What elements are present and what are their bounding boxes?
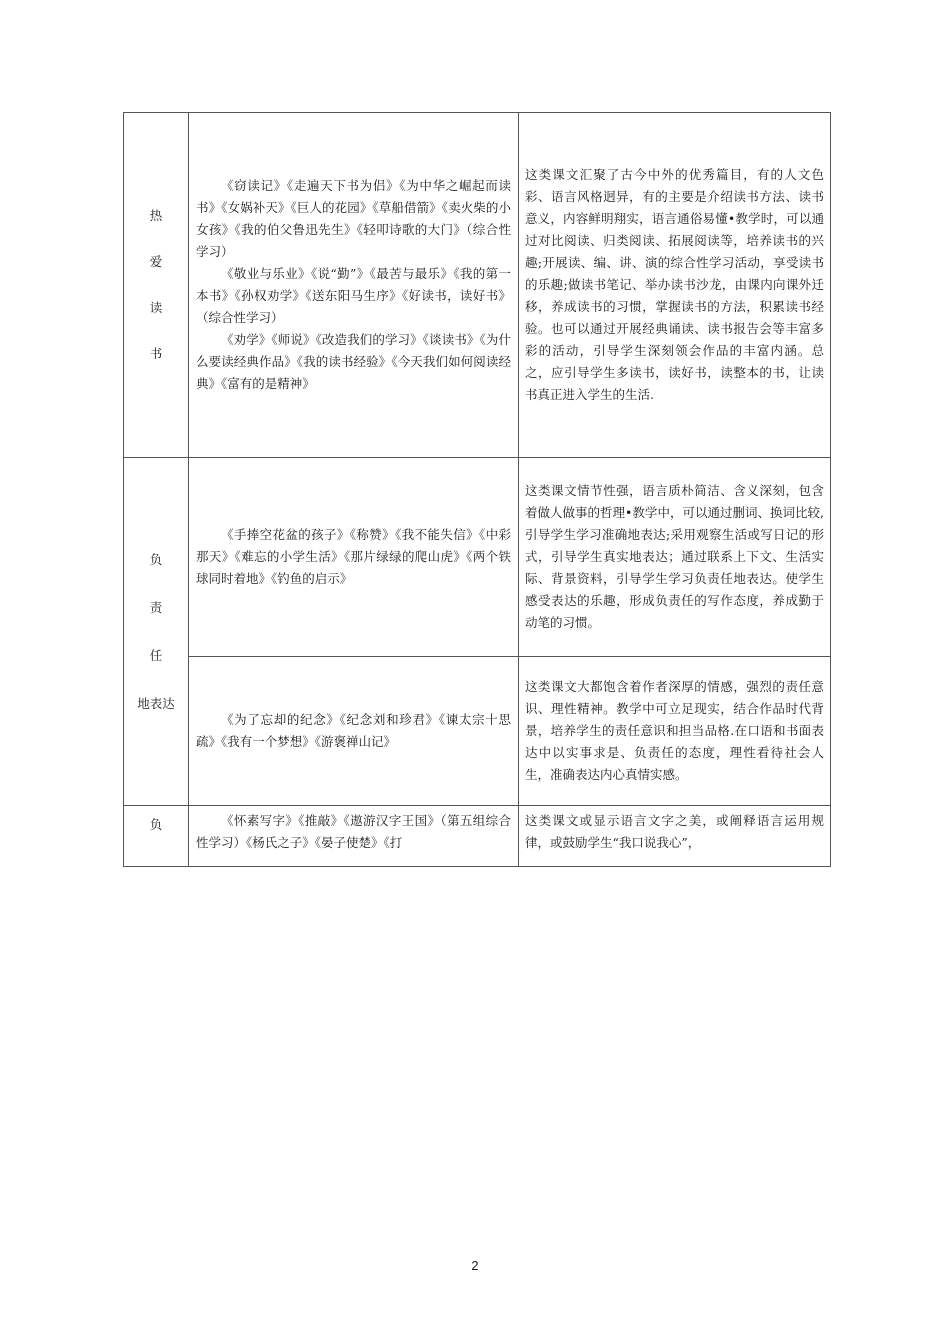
category-char: 读 [149,300,163,315]
category-char: 地表达 [137,695,175,711]
category-char: 书 [149,346,163,361]
category-char: 负 [149,817,163,832]
works-cell [189,458,519,657]
category-char: 任 [149,647,163,663]
works-list: 《怀素写字》《推敲》《遨游汉字王国》（第五组综合性学习）《杨氏之子》《晏子使楚》《打 [196,813,511,850]
description-text: 这类课文大都饱含着作者深厚的情感，强烈的责任意识、理性精神。教学中可立足现实，结合作品时代背景，培养学生的责任意识和担当品格.在口语和书面表达中以实事求是、负责任的态度，理性看待社会人生，准确表达内心真情实感。 [525,679,824,782]
table-row [124,806,831,867]
works-cell [189,657,519,806]
works-cell [189,806,519,867]
description-text: 这类课文情节性强，语言质朴简洁、含义深刻，包含着做人做事的哲理•教学中，可以通过删词、换词比较,引导学生学习准确地表达;采用观察生活或写日记的形式，引导学生真实地表达；通过联系上下文、生活实际、背景资料，引导学生学习负责任地表达。使学生感受表达的乐趣，形成负责任的写作态度，养成勤于动笔的习惯。 [525,483,824,630]
table-row [124,113,831,458]
description-text: 这类课文汇聚了古今中外的优秀篇目，有的人文色彩、语言风格迥异，有的主要是介绍读书方法、读书意义，内容鲜明翔实，语言通俗易懂•教学时，可以通过对比阅读、归类阅读、拓展阅读等，培养读书的兴趣;开展读、编、讲、演的综合性学习活动，享受读书的乐趣;做读书笔记、举办读书沙龙，由课内向课外迁移，养成读书的习惯，掌握读书的方法，积累读书经验。也可以通过开展经典诵读、读书报告会等丰富多彩的活动，引导学生深刻领会作品的丰富内涵。总之，应引导学生多读书，读好书，读整本的书，让读书真正进入学生的生活. [525,167,824,402]
description-cell [519,458,831,657]
description-cell [519,657,831,806]
table-row [124,458,831,657]
category-cell [124,806,189,867]
category-char: 热 [149,208,163,223]
category-char: 负 [149,551,163,567]
category-cell-reading [124,113,189,458]
description-cell [519,113,831,458]
works-cell [189,113,519,458]
description-cell [519,806,831,867]
category-char: 责 [149,599,163,615]
page-number: 2 [471,1258,479,1273]
works-list: 《劝学》《师说》《改造我们的学习》《谈读书》《为什么要读经典作品》《我的读书经验》《今天我们如何阅读经典》《富有的是精神》 [196,332,511,391]
reading-works-table [123,112,831,867]
category-char: 爱 [149,254,163,269]
works-list: 《手捧空花盆的孩子》《称赞》《我不能失信》《中彩那天》《难忘的小学生活》《那片绿绿的爬山虎》《两个铁球同时着地》《钓鱼的启示》 [196,527,511,586]
description-text: 这类课文或显示语言文字之美，或阐释语言运用规律，或鼓励学生“我口说我心”， [525,813,824,850]
table-row [124,657,831,806]
works-list: 《窃读记》《走遍天下书为侣》《为中华之崛起而读书》《女娲补天》《巨人的花园》《草船借箭》《卖火柴的小女孩》《我的伯父鲁迅先生》《轻叩诗歌的大门》（综合性学习） [196,178,511,259]
works-list: 《为了忘却的纪念》《纪念刘和珍君》《谏太宗十思疏》《我有一个梦想》《游褒禅山记》 [196,712,511,749]
works-list: 《敬业与乐业》《说“勤”》《最苦与最乐》《我的第一本书》《孙权劝学》《送东阳马生序》《好读书，读好书》（综合性学习） [196,266,511,325]
category-cell-responsible-expression [124,458,189,806]
